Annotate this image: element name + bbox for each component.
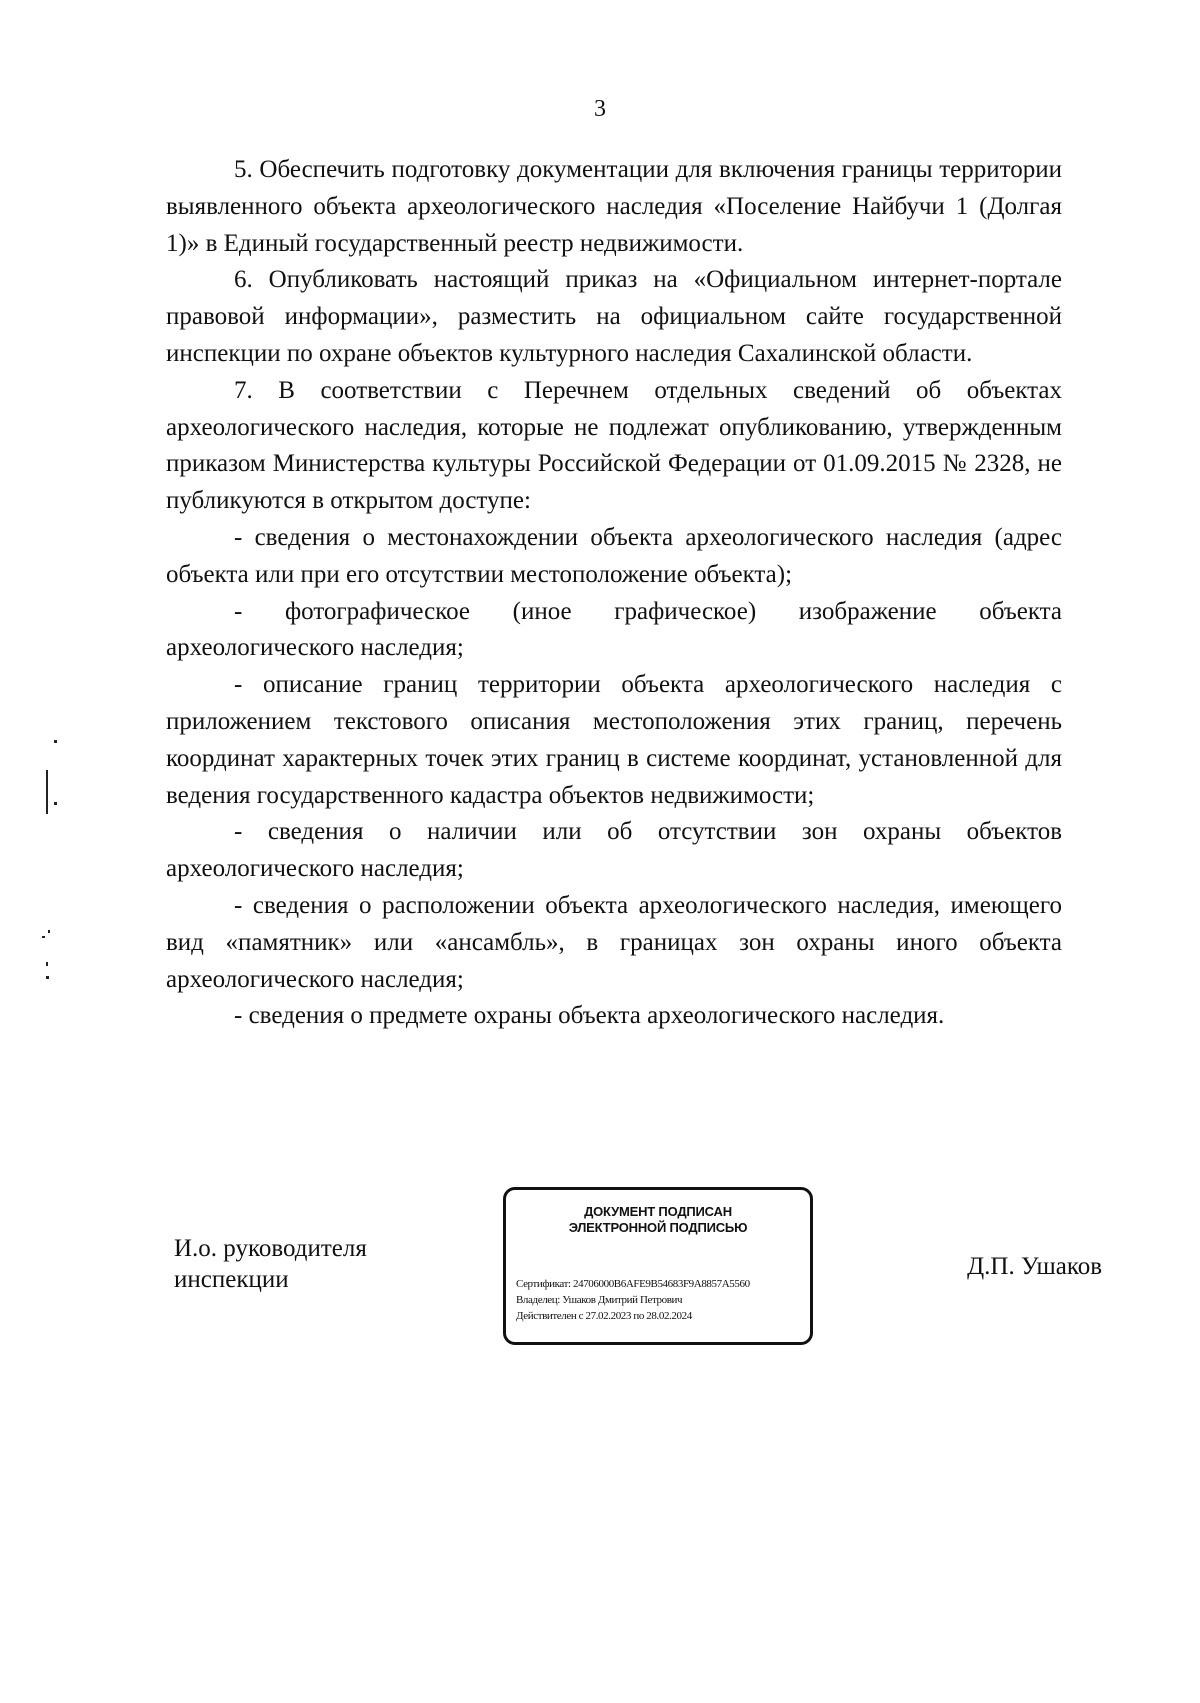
paragraph-5: 5. Обеспечить подготовку документации для включения границы территории выявленного объекта археологического наследия «Поселение Найбучи 1 (Долгая 1)» в Единый государственный реестр недвижимости. bbox=[166, 156, 1062, 257]
signatory-name: Д.П. Ушаков bbox=[967, 1253, 1102, 1280]
stamp-details bbox=[516, 1276, 804, 1324]
stamp-owner: Владелец: Ушаков Дмитрий Петрович bbox=[516, 1294, 683, 1306]
electronic-signature-stamp bbox=[503, 1187, 813, 1345]
list-item-protection-subject: - сведения о предмете охраны объекта археологического наследия. bbox=[234, 1002, 945, 1030]
list-item-photo: - фотографическое (иное графическое) изображение объекта археологического наследия; bbox=[166, 597, 1062, 662]
stamp-title-line2: ЭЛЕКТРОННОЙ ПОДПИСЬЮ bbox=[568, 1220, 748, 1235]
page-number: 3 bbox=[594, 96, 606, 122]
signatory-position-line1: И.о. руководителя bbox=[174, 1235, 367, 1262]
stamp-certificate: Сертификат: 24706000B6AFE9B54683F9A8857A5560 bbox=[516, 1278, 750, 1290]
document-body bbox=[166, 152, 1062, 1035]
paragraph-7: 7. В соответствии с Перечнем отдельных сведений об объектах археологического наследия, которые не подлежат опубликованию, утвержденным приказом Министерства культуры Российской Федерации от 01.09.2015 № 2328, не публикуются в открытом доступе: bbox=[166, 376, 1062, 515]
list-item-location: - сведения о местонахождении объекта археологического наследия (адрес объекта или при его отсутствии местоположение объекта); bbox=[166, 523, 1062, 588]
paragraph-6: 6. Опубликовать настоящий приказ на «Официальном интернет-портале правовой информации», разместить на официальном сайте государственной инспекции по охране объектов культурного наследия Сахалинской области. bbox=[166, 266, 1062, 367]
list-item-protection-zones: - сведения о наличии или об отсутствии зон охраны объектов археологического наследия; bbox=[166, 818, 1062, 883]
stamp-title-line1: ДОКУМЕНТ ПОДПИСАН bbox=[584, 1204, 732, 1219]
stamp-title bbox=[506, 1204, 810, 1236]
signatory-position-line2: инспекции bbox=[174, 1266, 289, 1293]
stamp-validity: Действителен с 27.02.2023 по 28.02.2024 bbox=[516, 1310, 692, 1322]
signatory-position bbox=[174, 1233, 367, 1295]
scan-artifact-marks bbox=[40, 740, 60, 1000]
list-item-monument-location: - сведения о расположении объекта археологического наследия, имеющего вид «памятник» или «ансамбль», в границах зон охраны иного объекта археологического наследия; bbox=[166, 891, 1062, 993]
list-item-boundaries: - описание границ территории объекта археологического наследия с приложением текстового описания местоположения этих границ, перечень координат характерных точек этих границ в системе координат, установленной для ведения государственного кадастра объектов недвижимости; bbox=[166, 671, 1062, 809]
